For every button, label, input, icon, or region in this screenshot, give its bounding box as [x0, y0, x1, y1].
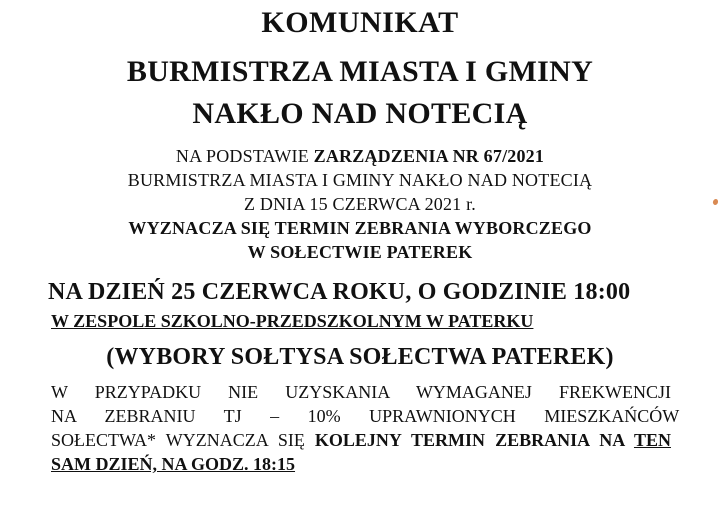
announcement-line-2: W SOŁECTWIE PATEREK: [247, 242, 473, 262]
announcement-line-1: WYZNACZA SIĘ TERMIN ZEBRANIA WYBORCZEGO: [128, 218, 592, 238]
paragraph-line-3: [51, 428, 671, 452]
regulation-number: ZARZĄDZENIA NR 67/2021: [313, 146, 545, 166]
paragraph-line-1: W PRZYPADKU NIE UZYSKANIA WYMAGANEJ FREKWENCJI: [51, 382, 671, 402]
paragraph-line-3-underlined: TEN: [633, 430, 671, 450]
document-subtitle-line-2: NAKŁO NAD NOTECIĄ: [192, 97, 528, 130]
meeting-location: W ZESPOLE SZKOLNO-PRZEDSZKOLNYM W PATERKU: [51, 311, 534, 331]
document-subtitle-line-1: BURMISTRZA MIASTA I GMINY: [126, 55, 594, 88]
paragraph-line-3-bold: KOLEJNY TERMIN ZEBRANIA NA: [314, 430, 634, 450]
document-title: KOMUNIKAT: [261, 6, 459, 39]
election-note: (WYBORY SOŁTYSA SOŁECTWA PATEREK): [106, 344, 614, 370]
paragraph-line-4: [51, 452, 671, 476]
legal-basis-date: Z DNIA 15 CZERWCA 2021 r.: [243, 194, 476, 214]
meeting-date-time: NA DZIEŃ 25 CZERWCA ROKU, O GODZINIE 18:00: [48, 279, 631, 305]
legal-basis-prefix: NA PODSTAWIE: [175, 146, 314, 166]
paragraph-line-4-underlined: SAM DZIEŃ, NA GODZ. 18:15: [51, 454, 296, 474]
paragraph-line-3-normal: SOŁECTWA* WYZNACZA SIĘ: [51, 430, 315, 450]
paragraph-line-2: NA ZEBRANIU TJ – 10% UPRAWNIONYCH MIESZKAŃCÓW: [51, 406, 680, 426]
legal-basis-line-1: [0, 145, 720, 167]
legal-basis-line-2: BURMISTRZA MIASTA I GMINY NAKŁO NAD NOTECIĄ: [127, 170, 593, 190]
